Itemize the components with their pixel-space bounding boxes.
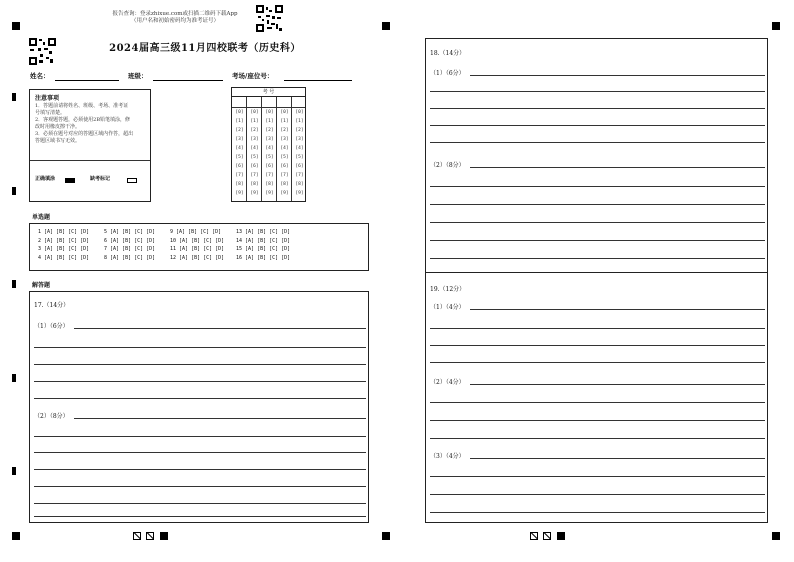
absent-mark-label: 缺考标记 xyxy=(90,176,111,182)
answer-line[interactable] xyxy=(34,347,366,348)
exam-id-bubble[interactable]: [6] xyxy=(280,164,289,169)
exam-id-bubble[interactable]: [9] xyxy=(250,191,259,196)
mcq-item[interactable]: 12 [A] [B] [C] [D] xyxy=(170,254,225,261)
student-qr-code xyxy=(29,38,56,65)
report-notice-line1: 报告查询：登录zhixue.com或扫描二维码下载App xyxy=(112,11,238,17)
mcq-item[interactable]: 1 [A] [B] [C] [D] xyxy=(38,229,90,235)
exam-id-bubble[interactable]: [9] xyxy=(295,191,304,196)
seat-field[interactable] xyxy=(284,80,352,81)
answer-line[interactable] xyxy=(34,381,366,382)
exam-id-bubble[interactable]: [7] xyxy=(280,173,289,178)
page-code-mark xyxy=(543,532,551,540)
answer-line[interactable] xyxy=(430,438,765,439)
corner-mark xyxy=(772,532,780,540)
exam-id-bubble[interactable]: [8] xyxy=(295,182,304,187)
q19-part1-label: （1）（4分） xyxy=(430,304,465,311)
exam-id-bubble[interactable]: [3] xyxy=(250,137,259,142)
mcq-box xyxy=(29,223,369,271)
corner-mark xyxy=(382,532,390,540)
exam-id-bubble[interactable]: [9] xyxy=(265,191,274,196)
answer-line[interactable] xyxy=(34,503,366,504)
page-code-mark xyxy=(133,532,141,540)
mcq-item[interactable]: 2 [A] [B] [C] [D] xyxy=(38,237,90,244)
page-title: 2024届高三级11月四校联考（历史科） xyxy=(109,43,301,54)
corner-mark xyxy=(12,22,20,30)
mcq-item[interactable]: 11 [A] [B] [C] [D] xyxy=(170,246,225,252)
exam-id-bubble[interactable]: [7] xyxy=(265,173,274,178)
mcq-item[interactable]: 4 [A] [B] [C] [D] xyxy=(38,254,90,261)
report-notice xyxy=(100,11,250,25)
timing-mark xyxy=(12,467,16,475)
notice-line: 2．客观题答题，必须使用2B铅笔填涂，修 xyxy=(35,117,131,123)
exam-id-bubble[interactable]: [4] xyxy=(265,146,274,151)
exam-id-bubble[interactable]: [5] xyxy=(295,155,304,160)
q19-title: 19.（12分） xyxy=(430,286,466,293)
page-code-mark xyxy=(557,532,565,540)
mcq-item[interactable]: 3 [A] [B] [C] [D] xyxy=(38,246,90,252)
answer-line[interactable] xyxy=(470,75,765,76)
q18-title: 18.（14分） xyxy=(430,50,466,57)
answer-line[interactable] xyxy=(34,436,366,437)
exam-id-bubble[interactable]: [2] xyxy=(265,128,274,133)
mcq-grid xyxy=(38,229,368,269)
corner-mark xyxy=(772,22,780,30)
exam-id-bubble[interactable]: [2] xyxy=(295,128,304,133)
exam-id-write-row xyxy=(232,97,305,107)
exam-id-bubble[interactable]: [7] xyxy=(295,173,304,178)
mcq-item[interactable]: 16 [A] [B] [C] [D] xyxy=(236,254,291,261)
exam-id-bubble[interactable]: [7] xyxy=(235,173,244,178)
exam-id-bubble[interactable]: [4] xyxy=(280,146,289,151)
exam-id-bubble[interactable]: [2] xyxy=(280,128,289,133)
exam-id-bubble[interactable]: [8] xyxy=(265,182,274,187)
notice-line: 1．答题前请将姓名、班级、考场、准考证 xyxy=(35,103,129,109)
answer-line[interactable] xyxy=(430,512,765,513)
answer-line[interactable] xyxy=(430,402,765,403)
answer-line[interactable] xyxy=(34,516,366,517)
mcq-section-label: 单选题 xyxy=(32,214,51,221)
exam-id-bubble[interactable]: [2] xyxy=(250,128,259,133)
notice-line: 3．必须在题号对应的答题区域内作答，超出 xyxy=(35,131,134,137)
mcq-item[interactable]: 8 [A] [B] [C] [D] xyxy=(104,254,156,261)
answer-line[interactable] xyxy=(34,469,366,470)
mcq-item[interactable]: 14 [A] [B] [C] [D] xyxy=(236,237,291,244)
timing-mark xyxy=(12,93,16,101)
answer-line[interactable] xyxy=(430,125,765,126)
exam-id-bubble[interactable]: [0] xyxy=(235,110,244,115)
answer-line[interactable] xyxy=(74,418,366,419)
answer-line[interactable] xyxy=(430,222,765,223)
timing-mark xyxy=(12,374,16,382)
answer-line[interactable] xyxy=(430,240,765,241)
q18-part1-label: （1）（6分） xyxy=(430,70,465,77)
exam-id-bubble[interactable]: [3] xyxy=(295,137,304,142)
exam-id-bubble[interactable]: [0] xyxy=(250,110,259,115)
corner-mark xyxy=(382,22,390,30)
q17-answer-box[interactable] xyxy=(29,291,369,523)
answer-line[interactable] xyxy=(470,167,765,168)
exam-id-bubble[interactable]: [4] xyxy=(235,146,244,151)
name-field[interactable] xyxy=(55,80,119,81)
exam-id-bubble[interactable]: [5] xyxy=(265,155,274,160)
page-code-mark xyxy=(160,532,168,540)
exam-id-bubble[interactable]: [7] xyxy=(250,173,259,178)
mcq-item[interactable]: 5 [A] [B] [C] [D] xyxy=(104,229,156,235)
answer-line[interactable] xyxy=(430,91,765,92)
exam-id-bubble[interactable]: [3] xyxy=(235,137,244,142)
mcq-item[interactable]: 13 [A] [B] [C] [D] xyxy=(236,229,291,235)
notice-line: 号填写清楚。 xyxy=(35,110,66,116)
answer-line[interactable] xyxy=(430,476,765,477)
exam-id-bubble[interactable]: [0] xyxy=(265,110,274,115)
app-qr-code[interactable] xyxy=(256,5,283,32)
answer-line[interactable] xyxy=(34,364,366,365)
name-label: 姓名： xyxy=(30,72,50,80)
mcq-item[interactable]: 6 [A] [B] [C] [D] xyxy=(104,237,156,244)
notice-line: 改时用橡皮擦干净。 xyxy=(35,124,81,130)
mcq-item[interactable]: 9 [A] [B] [C] [D] xyxy=(170,229,222,235)
answer-line[interactable] xyxy=(430,186,765,187)
notice-box xyxy=(29,89,151,202)
exam-id-bubble[interactable]: [9] xyxy=(280,191,289,196)
mcq-item[interactable]: 7 [A] [B] [C] [D] xyxy=(104,246,156,252)
q19-part3-label: （3）（4分） xyxy=(430,453,465,460)
exam-id-bubble[interactable]: [4] xyxy=(295,146,304,151)
answer-line[interactable] xyxy=(430,345,765,346)
exam-id-bubble[interactable]: [3] xyxy=(265,137,274,142)
essay-section-label: 解答题 xyxy=(32,282,51,289)
notice-text xyxy=(35,103,147,145)
page-code-mark xyxy=(146,532,154,540)
answer-line[interactable] xyxy=(430,328,765,329)
corner-mark xyxy=(12,532,20,540)
correct-fill-sample xyxy=(65,178,75,183)
answer-line[interactable] xyxy=(34,486,366,487)
exam-id-bubble[interactable]: [5] xyxy=(235,155,244,160)
class-field[interactable] xyxy=(153,80,223,81)
q17-part1-label: （1）（6分） xyxy=(34,323,69,330)
q19-part2-label: （2）（4分） xyxy=(430,379,465,386)
exam-id-bubble[interactable]: [4] xyxy=(250,146,259,151)
answer-line[interactable] xyxy=(470,384,765,385)
exam-id-bubble[interactable]: [6] xyxy=(250,164,259,169)
exam-id-bubble[interactable]: [0] xyxy=(280,110,289,115)
exam-id-box xyxy=(231,87,306,202)
exam-id-bubble[interactable]: [9] xyxy=(235,191,244,196)
answer-line[interactable] xyxy=(430,362,765,363)
exam-id-bubble[interactable]: [6] xyxy=(235,164,244,169)
exam-id-bubble[interactable]: [6] xyxy=(295,164,304,169)
exam-id-bubble[interactable]: [2] xyxy=(235,128,244,133)
answer-line[interactable] xyxy=(74,328,366,329)
answer-line[interactable] xyxy=(470,309,765,310)
timing-mark xyxy=(12,280,16,288)
exam-id-bubble[interactable]: [8] xyxy=(235,182,244,187)
answer-line[interactable] xyxy=(34,452,366,453)
exam-id-bubble[interactable]: [8] xyxy=(280,182,289,187)
answer-line[interactable] xyxy=(430,258,765,259)
exam-id-bubble[interactable]: [1] xyxy=(265,119,274,124)
notice-divider xyxy=(30,160,150,161)
answer-line[interactable] xyxy=(34,398,366,399)
exam-id-bubble[interactable]: [3] xyxy=(280,137,289,142)
absent-mark-checkbox[interactable] xyxy=(127,178,137,183)
answer-line[interactable] xyxy=(430,494,765,495)
mcq-item[interactable]: 15 [A] [B] [C] [D] xyxy=(236,246,291,252)
notice-line: 答题区域书写无效。 xyxy=(35,138,81,144)
exam-id-header: 考 号 xyxy=(232,88,305,97)
answer-line[interactable] xyxy=(430,420,765,421)
exam-id-bubble[interactable]: [1] xyxy=(280,119,289,124)
q18-part2-label: （2）（8分） xyxy=(430,162,465,169)
exam-id-bubble[interactable]: [6] xyxy=(265,164,274,169)
exam-id-bubble[interactable]: [1] xyxy=(235,119,244,124)
exam-id-divider xyxy=(232,107,305,108)
report-notice-line2: （用户名和初始密码均为准考证号） xyxy=(130,18,219,24)
exam-id-bubble[interactable]: [5] xyxy=(280,155,289,160)
correct-fill-label: 正确填涂 xyxy=(35,176,56,182)
answer-line[interactable] xyxy=(430,142,765,143)
answer-line[interactable] xyxy=(470,458,765,459)
page-code-mark xyxy=(530,532,538,540)
timing-mark xyxy=(12,187,16,195)
q17-part2-label: （2）（8分） xyxy=(34,413,69,420)
exam-id-bubble[interactable]: [1] xyxy=(295,119,304,124)
notice-title: 注意事项 xyxy=(35,95,60,102)
q18-answer-box[interactable] xyxy=(425,38,768,273)
exam-id-bubble[interactable]: [5] xyxy=(250,155,259,160)
class-label: 班级： xyxy=(128,72,148,80)
q19-answer-box[interactable] xyxy=(425,272,768,523)
seat-label: 考场/座位号： xyxy=(232,72,274,80)
exam-id-bubble[interactable]: [8] xyxy=(250,182,259,187)
answer-line[interactable] xyxy=(430,108,765,109)
mcq-item[interactable]: 10 [A] [B] [C] [D] xyxy=(170,237,225,244)
answer-line[interactable] xyxy=(430,204,765,205)
exam-id-bubble[interactable]: [1] xyxy=(250,119,259,124)
exam-id-bubble[interactable]: [0] xyxy=(295,110,304,115)
q17-title: 17.（14分） xyxy=(34,302,70,309)
